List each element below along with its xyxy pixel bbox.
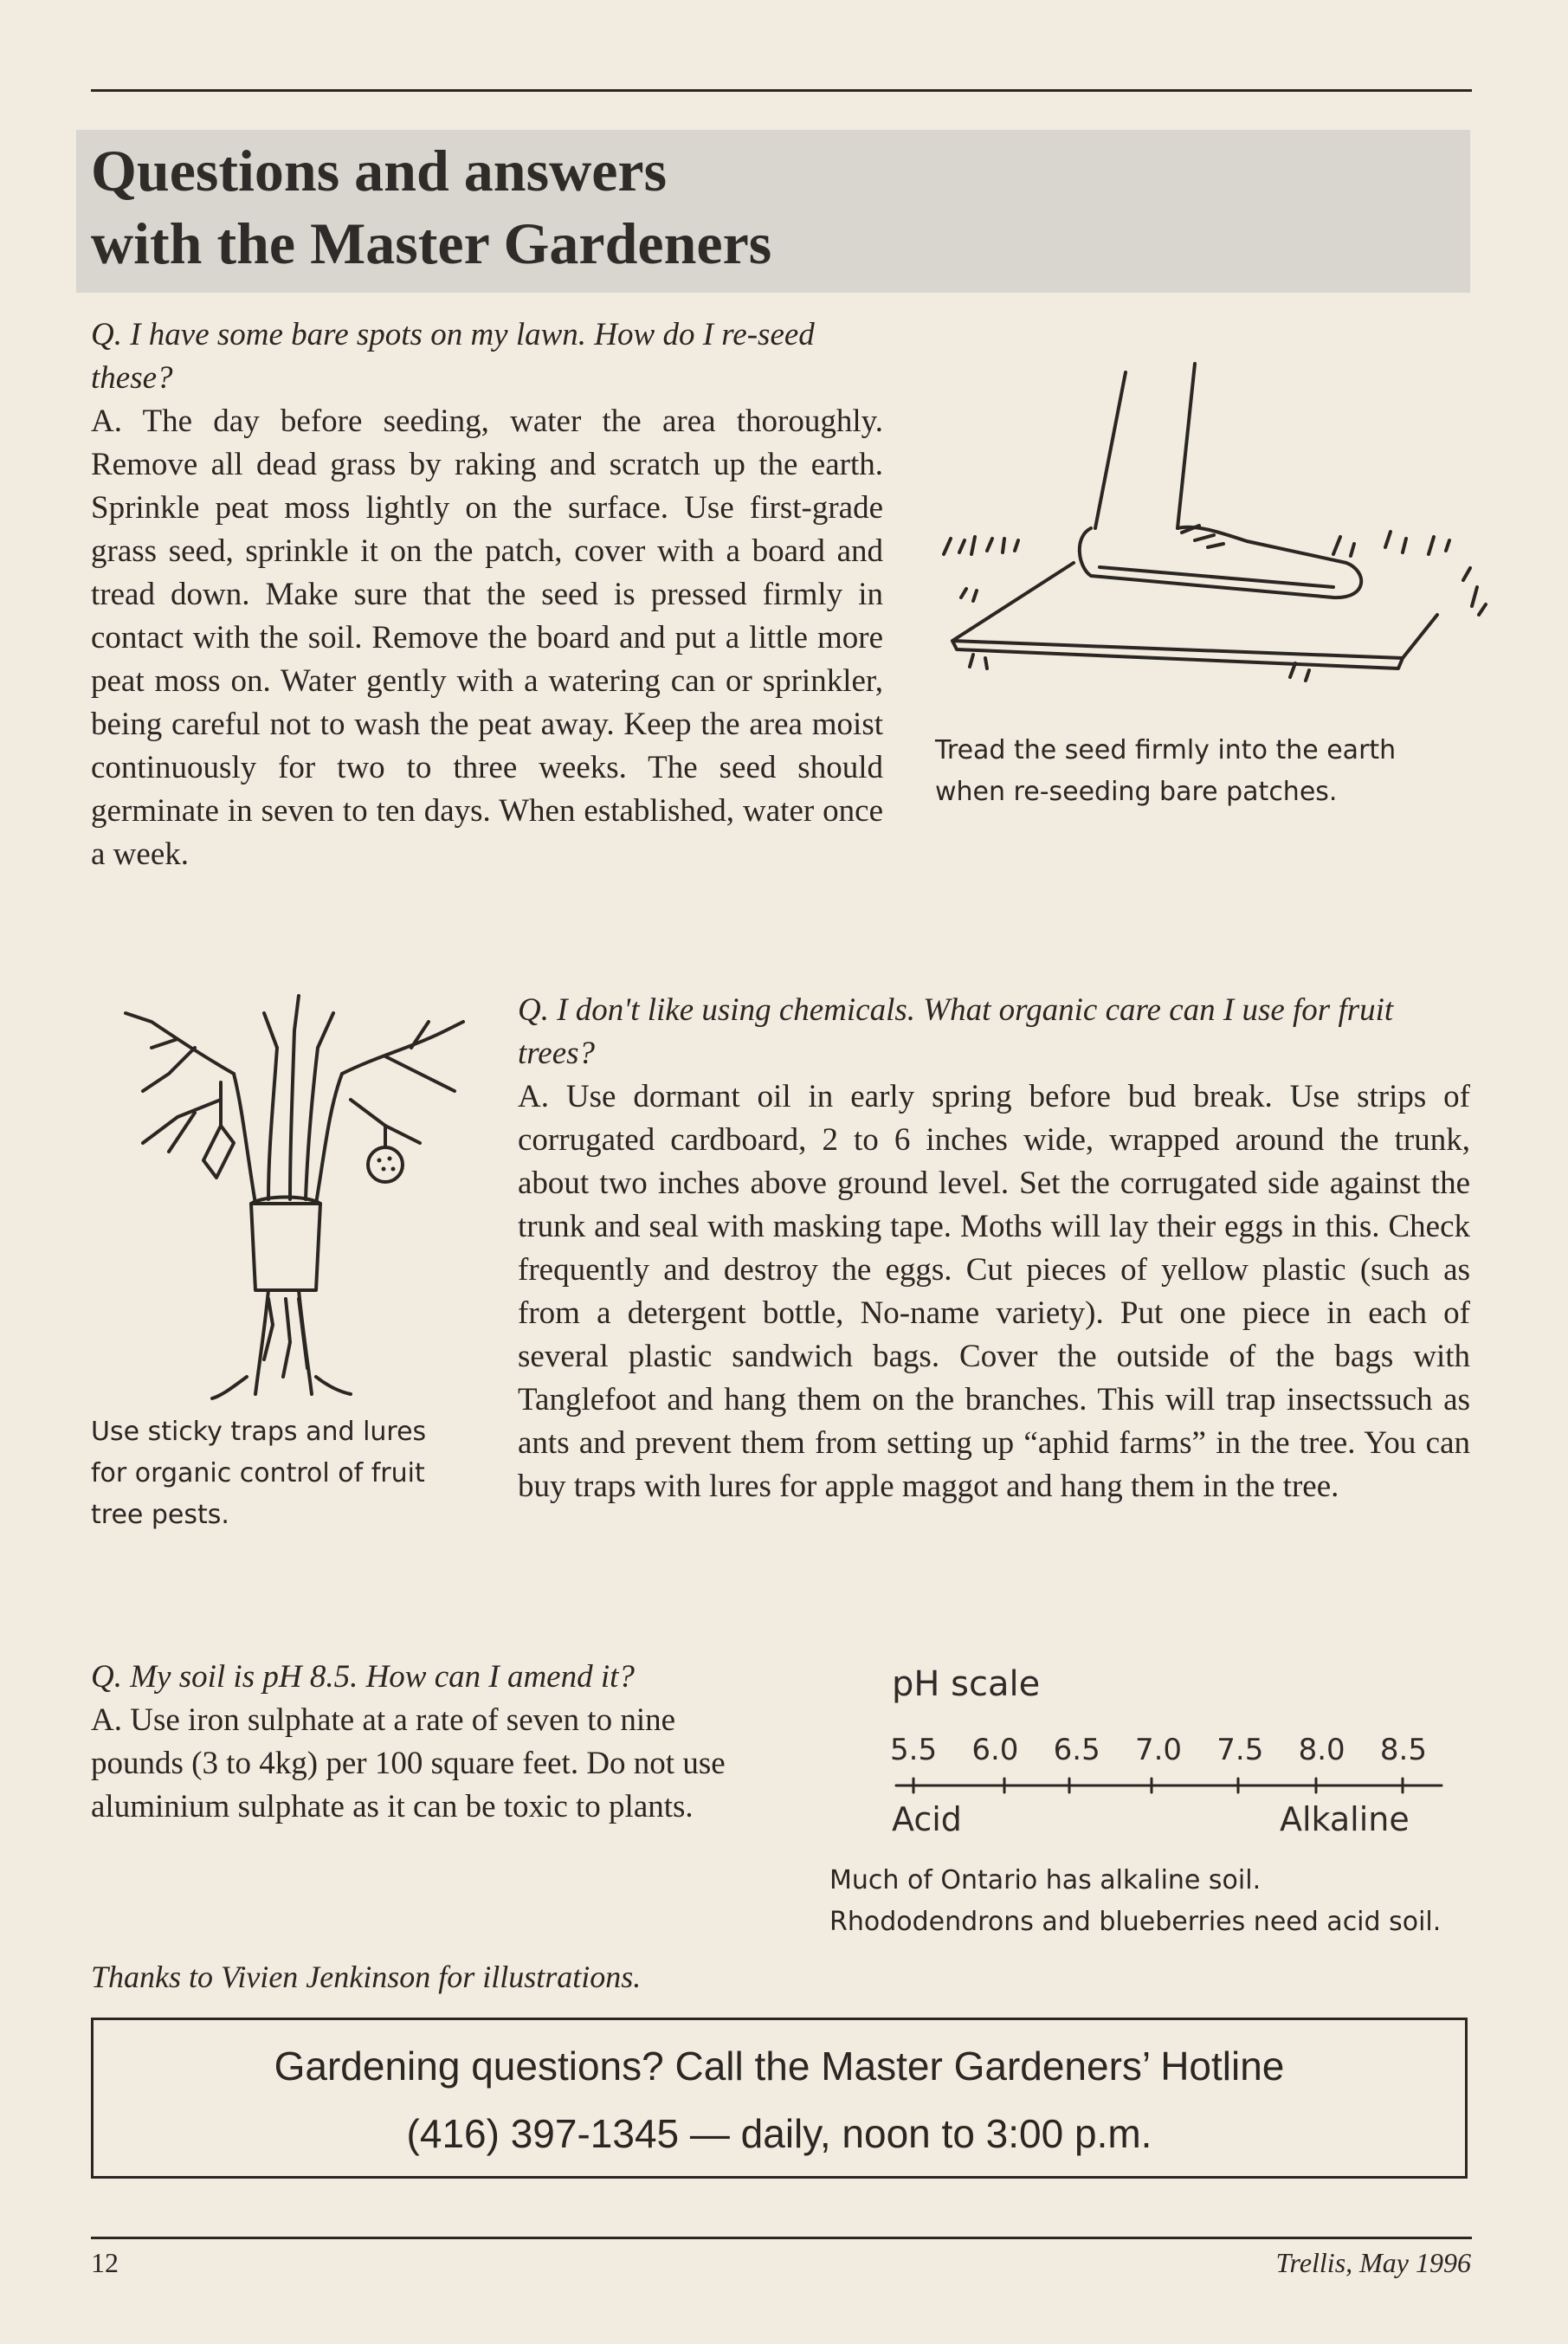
tree-caption-line-1: Use sticky traps and lures xyxy=(91,1417,427,1447)
answer-fruit-trees: A. Use dormant oil in early spring before bud break. Use strips of corrugated cardboard, 2 to 6 inches wide, wrapped around the trunk, about two inches above ground level. Set the corrugated side against the trunk and seal with masking tape. Moths will lay their eggs in this. Check frequently and destroy the eggs. Cut pieces of yellow plastic (such as from a detergent bottle, No-name variety). Put one piece in each of several plastic sandwich bags. Cover the outside of the bags with Tanglefoot and hang them on the branches. This will trap insectssuch as ants and prevent them from setting up “aphid farms” in the tree. You can buy traps with lures for apple maggot and hang them in the tree. xyxy=(518,1079,1470,1504)
publication-info: Trellis, May 1996 xyxy=(1275,2247,1471,2278)
ph-tick-7-5: 7.5 xyxy=(1216,1733,1264,1767)
page-number: 12 xyxy=(91,2247,119,2278)
ph-tick-8-5: 8.5 xyxy=(1379,1733,1427,1767)
answer-lawn: A. The day before seeding, water the area thoroughly. Remove all dead grass by raking and scratch up the earth. Sprinkle peat moss lightly on the surface. Use first-grade grass seed, sprinkle it on the patch, cover with a board and tread down. Make sure that the seed is pressed firmly in contact with the soil. Remove the board and put a little more peat moss on. Water gently with a watering can or sprinkler, being careful not to wash the peat away. Keep the area moist continuously for two to three weeks. The seed should germinate in seven to ten days. When established, water once a week. xyxy=(91,404,883,872)
ph-alkaline-label: Alkaline xyxy=(1280,1800,1410,1838)
ph-tick-8-0: 8.0 xyxy=(1298,1733,1345,1767)
top-rule xyxy=(91,89,1472,92)
question-soil-ph: Q. My soil is pH 8.5. How can I amend it? xyxy=(91,1659,635,1695)
qa-lawn xyxy=(91,313,883,876)
question-fruit-trees: Q. I don't like using chemicals. What organic care can I use for fruit trees? xyxy=(518,992,1394,1071)
question-lawn: Q. I have some bare spots on my lawn. How do I re-seed these? xyxy=(91,317,815,396)
tree-caption-line-3: tree pests. xyxy=(91,1500,229,1530)
title-line-2: with the Master Gardeners xyxy=(91,210,772,276)
ph-tick-6-5: 6.5 xyxy=(1053,1733,1100,1767)
ph-tick-7-0: 7.0 xyxy=(1134,1733,1183,1767)
ph-tick-6-0: 6.0 xyxy=(971,1733,1019,1767)
ph-tick-5-5: 5.5 xyxy=(890,1733,938,1767)
ph-caption-line-2: Rhododendrons and blueberries need acid soil. xyxy=(829,1907,1442,1937)
foot-on-board-illustration xyxy=(918,355,1489,693)
fruit-tree-illustration xyxy=(91,996,472,1403)
foot-caption-line-1: Tread the seed firmly into the earth xyxy=(935,735,1397,765)
ph-scale-title: pH scale xyxy=(892,1664,1041,1704)
ph-scale-ticks xyxy=(890,1730,1427,1770)
title-line-1: Questions and answers xyxy=(91,138,668,203)
ph-scale-caption xyxy=(829,1860,1441,1943)
illustration-credits: Thanks to Vivien Jenkinson for illustrations. xyxy=(91,1960,642,1994)
bottom-rule xyxy=(91,2237,1472,2239)
foot-caption-line-2: when re-seeding bare patches. xyxy=(935,777,1338,807)
foot-illustration-caption xyxy=(935,730,1396,813)
tree-illustration-caption xyxy=(91,1411,426,1536)
ph-caption-line-1: Much of Ontario has alkaline soil. xyxy=(829,1865,1261,1895)
ph-scale-line xyxy=(892,1775,1446,1801)
tree-caption-line-2: for organic control of fruit xyxy=(91,1458,425,1488)
answer-soil-ph: A. Use iron sulphate at a rate of seven to nine pounds (3 to 4kg) per 100 square feet. Do not use aluminium sulphate as it can be toxic to plants. xyxy=(91,1702,726,1824)
ph-acid-label: Acid xyxy=(892,1800,962,1838)
qa-fruit-trees xyxy=(518,989,1470,1508)
hotline-line-2: (416) 397-1345 — daily, noon to 3:00 p.m. xyxy=(406,2111,1152,2156)
hotline-line-1: Gardening questions? Call the Master Gardeners’ Hotline xyxy=(274,2044,1285,2089)
hotline-box xyxy=(91,2018,1468,2179)
page-title xyxy=(91,134,957,280)
qa-soil-ph xyxy=(91,1656,758,1829)
